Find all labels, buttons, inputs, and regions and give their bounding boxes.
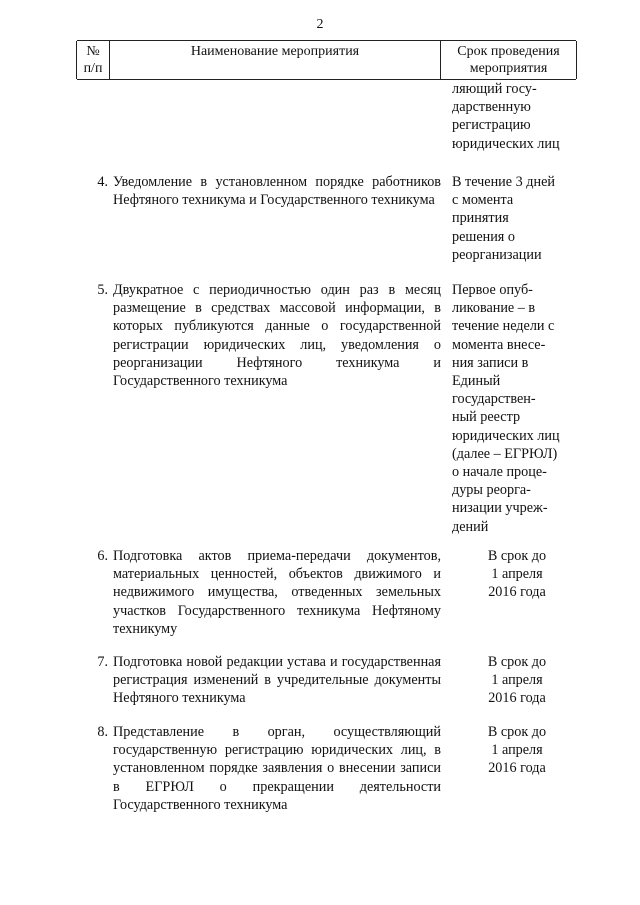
header-term-column: [441, 43, 576, 77]
term-line: дарственную: [452, 99, 531, 116]
term-line: В срок до: [487, 548, 547, 564]
header-number-line1: №: [86, 44, 100, 59]
term-line: В срок до: [487, 654, 547, 670]
term-line: течение недели с: [452, 318, 555, 335]
term-line: юридических лиц: [452, 135, 560, 152]
term-line: Единый: [452, 373, 501, 390]
row-number: 4.: [97, 174, 108, 190]
row-number: 8.: [97, 724, 108, 740]
row-number: 6.: [97, 548, 108, 564]
header-term-line1: Срок проведения: [457, 44, 560, 59]
row-description: Представление в орган, осуществляющий государственную регистрацию юридических лиц, в установленном порядке заявления о внесении записи в ЕГРЮЛ о прекращении деятельности Государственного техникума: [113, 724, 441, 813]
row-description: Двукратное с периодичностью один раз в месяц размещение в средствах массовой информации, в которых публикуются данные о государственной регистрации юридических лиц, уведомления о реорганизации Нефтяного техникума и Государственного техникума: [113, 282, 441, 390]
term-line: регистрацию: [452, 117, 531, 134]
term-line: дуры реорга-: [452, 482, 531, 499]
term-line: низации учреж-: [452, 500, 548, 517]
term-line: 1 апреля: [491, 672, 543, 689]
header-number-line2: п/п: [83, 61, 103, 76]
term-line: 2016 года: [488, 690, 546, 707]
term-line: юридических лиц: [452, 427, 560, 444]
header-number-column: [77, 43, 109, 77]
header-name-column: Наименование мероприятия: [190, 44, 360, 59]
row-term: [452, 653, 582, 708]
term-line: 1 апреля: [491, 742, 543, 759]
term-line: о начале проце-: [452, 464, 547, 481]
row-term: [452, 547, 582, 602]
term-line: дений: [452, 518, 489, 535]
header-term-line2: мероприятия: [469, 61, 548, 76]
table-header: [77, 40, 576, 80]
row-term: [452, 173, 582, 264]
row-number: 7.: [97, 654, 108, 670]
row-term: [452, 723, 582, 778]
row-description: Подготовка новой редакции устава и государственная регистрация изменений в учредительные документы Нефтяного техникума: [113, 654, 441, 707]
term-line: Первое опуб-: [452, 282, 533, 298]
term-line: государствен-: [452, 391, 536, 408]
term-line: 1 апреля: [491, 566, 543, 583]
term-line: (далее – ЕГРЮЛ): [452, 445, 558, 462]
term-line: реорганизации: [452, 246, 542, 263]
term-line: момента внесе-: [452, 336, 546, 353]
term-line: 2016 года: [488, 760, 546, 777]
term-line: ный реестр: [452, 409, 521, 426]
row-number: 5.: [97, 282, 108, 298]
term-line: ния записи в: [452, 354, 529, 371]
term-line: ляющий госу-: [452, 81, 537, 97]
term-line: В течение 3 дней: [452, 174, 555, 190]
term-line: В срок до: [487, 724, 547, 740]
term-line: принятия: [452, 210, 509, 227]
term-line: решения о: [452, 228, 515, 245]
row-description: Уведомление в установленном порядке работников Нефтяного техникума и Государственного техникума: [113, 174, 441, 209]
term-line: ликование – в: [452, 300, 536, 317]
table-border-right: [576, 41, 577, 79]
row-description: Подготовка актов приема-передачи документов, материальных ценностей, объектов движимого и недвижимого имущества, отведенных земельных участков Государственного техникума Нефтяному техникуму: [113, 548, 441, 637]
carryover-term-text: [452, 80, 582, 153]
term-line: с момента: [452, 192, 514, 209]
term-line: 2016 года: [488, 584, 546, 601]
row-term: [452, 281, 582, 536]
page-number: 2: [316, 17, 324, 32]
